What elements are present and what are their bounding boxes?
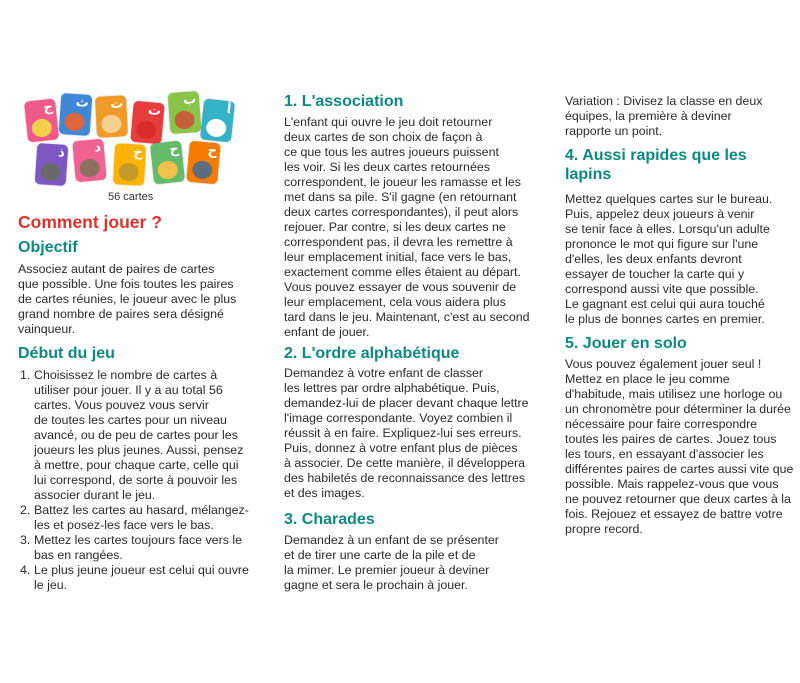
rapides-line: Puis, appelez deux joueurs à venir	[565, 207, 755, 221]
objectif-text	[18, 262, 258, 337]
card-picture-icon	[205, 118, 227, 138]
step-line: Mettez les cartes toujours face vers le	[34, 533, 242, 547]
solo-line: différentes paires de cartes aussi vite que	[565, 462, 794, 476]
letter-card	[59, 93, 93, 136]
card-letter: ب	[182, 92, 197, 109]
step-line: Choisissez le nombre de cartes à	[34, 368, 218, 382]
association-line: enfant de jouer.	[284, 325, 370, 339]
letter-card	[113, 143, 146, 186]
charades-heading: 3. Charades	[284, 511, 375, 528]
association-line: correspondent pas, il devra les remettre à	[284, 235, 513, 249]
solo-line: les tours, en essayant d'associer les	[565, 447, 764, 461]
step-line: associer durant le jeu.	[34, 488, 156, 502]
card-picture-icon	[136, 120, 157, 140]
card-letter: ت	[147, 103, 162, 120]
card-letter: ث	[75, 95, 90, 111]
variation-line: équipes, la première à deviner	[565, 109, 732, 123]
ordre-text	[284, 366, 536, 501]
card-picture-icon	[101, 115, 122, 134]
debut-heading: Début du jeu	[18, 345, 115, 362]
charades-line: et de tirer une carte de la pile et de	[284, 548, 476, 562]
solo-line: fois. Rejouez et essayez de battre votre	[565, 507, 783, 521]
step-number: 3.	[20, 533, 31, 547]
solo-line: propre record.	[565, 522, 643, 536]
objectif-line: Associez autant de paires de cartes	[18, 262, 215, 276]
cards-illustration	[26, 92, 236, 188]
association-line: exactement comme elles étaient au départ.	[284, 265, 521, 279]
step-line: le jeu.	[34, 578, 68, 592]
rapides-line: Mettez quelques cartes sur le bureau.	[565, 192, 773, 206]
rapides-line: se tenir face à elles. Lorsqu'un adulte	[565, 222, 770, 236]
ordre-line: à associer. De cette manière, il développera	[284, 456, 526, 470]
letter-card	[95, 95, 128, 138]
variation-line: Variation : Divisez la classe en deux	[565, 94, 763, 108]
solo-line: d'habitude, mais utilisez une horloge ou	[565, 387, 783, 401]
association-line: ce que tous les autres joueurs puissent	[284, 145, 499, 159]
rapides-line: Le gagnant est celui qui aura touché	[565, 297, 765, 311]
step-line: les et posez-les face vers le bas.	[34, 518, 214, 532]
letter-card	[200, 98, 235, 142]
rapides-text	[565, 192, 800, 327]
card-picture-icon	[40, 162, 61, 181]
solo-line: toutes les paires de cartes. Jouez tous	[565, 432, 777, 446]
step-line: Le plus jeune joueur est celui qui ouvre	[34, 563, 249, 577]
association-line: L'enfant qui ouvre le jeu doit retourner	[284, 115, 493, 129]
letter-card	[168, 91, 202, 134]
solo-line: ne pouvez retourner que deux cartes à la	[565, 492, 791, 506]
card-picture-icon	[192, 160, 213, 180]
association-line: leur emplacement, cela vous aidera plus	[284, 295, 506, 309]
association-line: deux cartes de son choix de façon à	[284, 130, 483, 144]
step-item	[18, 533, 258, 563]
association-text	[284, 115, 536, 340]
charades-text	[284, 533, 536, 593]
ordre-line: les lettres par ordre alphabétique. Puis,	[284, 381, 500, 395]
step-line: de toutes les cartes pour un niveau	[34, 413, 227, 427]
card-letter: ذ	[57, 145, 66, 161]
variation-text	[565, 94, 800, 139]
card-letter: ج	[42, 99, 54, 116]
step-item	[18, 368, 258, 503]
rapides-line: correspond aussi vite que possible.	[565, 282, 759, 296]
letter-card	[186, 141, 220, 185]
objectif-line: que possible. Une fois toutes les paires	[18, 277, 234, 291]
card-letter: ح	[168, 141, 180, 158]
card-picture-icon	[157, 160, 179, 180]
main-heading: Comment jouer ?	[18, 212, 162, 232]
rapides-line: d'elles, les deux enfants devront	[565, 252, 742, 266]
ordre-line: et des images.	[284, 486, 365, 500]
rapides-heading-line: lapins	[565, 166, 612, 183]
step-number: 1.	[20, 368, 31, 382]
charades-line: Demandez à un enfant de se présenter	[284, 533, 499, 547]
ordre-line: réussit à en faire. Expliquez-lui ses erreurs.	[284, 426, 522, 440]
letter-card	[72, 139, 106, 183]
step-line: avancé, ou de peu de cartes pour les	[34, 428, 238, 442]
rapides-heading	[565, 146, 800, 184]
card-letter: ت	[109, 96, 124, 113]
step-number: 2.	[20, 503, 31, 517]
rapides-line: le plus de bonnes cartes en premier.	[565, 312, 765, 326]
card-picture-icon	[174, 110, 195, 129]
solo-line: Vous pouvez également jouer seul !	[565, 357, 762, 371]
letter-card	[130, 101, 164, 145]
card-letter: د	[93, 139, 102, 156]
solo-line: un chronomètre pour déterminer la durée	[565, 402, 791, 416]
card-letter: خ	[132, 145, 144, 161]
letter-card	[35, 143, 69, 186]
solo-text	[565, 357, 800, 537]
rapides-heading-line: 4. Aussi rapides que les	[565, 147, 747, 164]
rapides-line: prononce le mot qui figure sur l'une	[565, 237, 759, 251]
charades-line: gagne et sera le prochain à jouer.	[284, 578, 468, 592]
solo-line: Mettez en place le jeu comme	[565, 372, 730, 386]
association-line: tard dans le jeu. Maintenant, c'est au second	[284, 310, 530, 324]
association-line: les voir. Si les deux cartes retournées	[284, 160, 490, 174]
rapides-line: essayer de toucher la carte qui y	[565, 267, 745, 281]
step-line: lui correspond, de sorte à pouvoir les	[34, 473, 238, 487]
card-picture-icon	[64, 112, 85, 131]
solo-heading: 5. Jouer en solo	[565, 335, 687, 352]
association-heading: 1. L'association	[284, 93, 404, 110]
cards-caption: 56 cartes	[108, 191, 154, 203]
card-picture-icon	[79, 158, 100, 178]
ordre-line: Demandez à votre enfant de classer	[284, 366, 484, 380]
association-line: leur emplacement initial, face vers le bas,	[284, 250, 512, 264]
step-item	[18, 563, 258, 593]
card-picture-icon	[31, 118, 53, 138]
ordre-heading: 2. L'ordre alphabétique	[284, 345, 460, 362]
step-line: bas en rangées.	[34, 548, 123, 562]
association-line: Vous pouvez essayer de vous souvenir de	[284, 280, 517, 294]
step-line: utiliser pour jouer. Il y a au total 56	[34, 383, 223, 397]
objectif-line: vainqueur.	[18, 322, 76, 336]
letter-card	[150, 140, 185, 184]
variation-line: rapporte un point.	[565, 124, 663, 138]
association-line: deux cartes correspondantes), il peut alors	[284, 205, 519, 219]
ordre-line: l'image correspondante. Voyez combien il	[284, 411, 513, 425]
association-line: met dans sa pile. S'il gagne (en retournant	[284, 190, 517, 204]
step-line: joueurs les plus jeunes. Aussi, pensez	[34, 443, 244, 457]
steps-list	[18, 368, 258, 593]
step-number: 4.	[20, 563, 31, 577]
solo-line: possible. Mais rappelez-vous que vous	[565, 477, 779, 491]
objectif-line: de cartes réunies, le joueur avec le plus	[18, 292, 237, 306]
step-line: Battez les cartes au hasard, mélangez-	[34, 503, 249, 517]
card-letter: أ	[225, 101, 232, 118]
solo-line: nécessaire pour faire correspondre	[565, 417, 758, 431]
association-line: rejouer. Par contre, si les deux cartes ne	[284, 220, 506, 234]
ordre-line: des habiletés de reconnaissance des lettres	[284, 471, 526, 485]
ordre-line: demandez-lui de placer devant chaque lettre	[284, 396, 529, 410]
step-line: à mettre, pour chaque carte, celle qui	[34, 458, 239, 472]
card-picture-icon	[118, 162, 139, 181]
charades-line: la mimer. Le premier joueur à deviner	[284, 563, 490, 577]
ordre-line: Puis, donnez à votre enfant plus de pièces	[284, 441, 518, 455]
step-item	[18, 503, 258, 533]
step-line: cartes. Vous pouvez vous servir	[34, 398, 209, 412]
objectif-line: grand nombre de paires sera désigné	[18, 307, 224, 321]
card-letter: ح	[207, 143, 218, 160]
letter-card	[24, 98, 59, 142]
association-line: correspondent, le joueur les ramasse et les	[284, 175, 521, 189]
objectif-heading: Objectif	[18, 239, 78, 256]
